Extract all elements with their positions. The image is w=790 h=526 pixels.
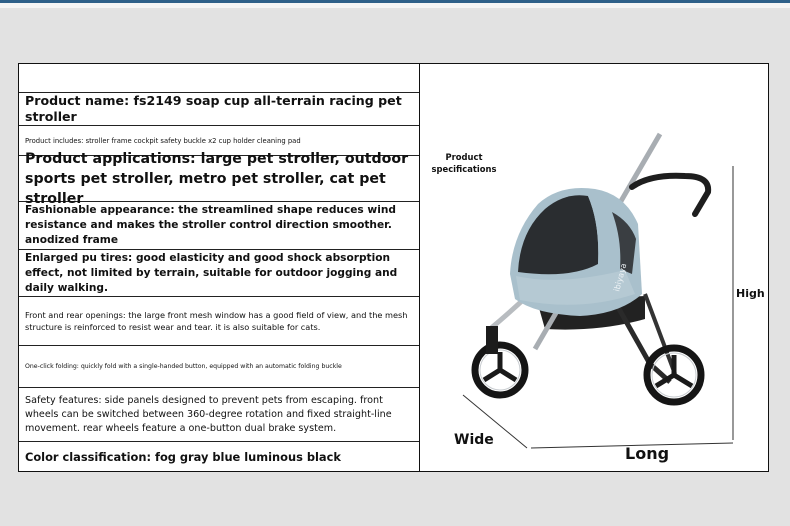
includes-text: Product includes: stroller frame cockpit safety buckle x2 cup holder cleaning pad [25,136,301,145]
folding-text: One-click folding: quickly fold with a single-handed button, equipped with an automatic folding buckle [25,362,342,370]
dimension-label-wide: Wide [454,432,494,448]
rear-wheel-spokes [656,355,692,386]
product-specifications-title: Product specifications [431,152,497,174]
openings-text: Front and rear openings: the large front mesh window has a good field of view, and the mesh structure is reinforced to resist wear and tear. it is also suitable for cats. [25,310,408,332]
spec-row-tires [19,250,419,297]
spec-row-folding [19,346,419,388]
appearance-text: Fashionable appearance: the streamlined shape reduces wind resistance and makes the stroller control direction smoother. anodized frame [25,204,396,246]
spec-row-appearance [19,202,419,250]
color-text: Color classification: fog gray blue luminous black [25,450,341,464]
front-wheel-spokes [484,352,516,380]
spec-row-color [19,442,419,472]
spec-row-blank [19,64,419,93]
top-strip [0,3,790,8]
stroller-illustration [420,64,768,472]
product-name-text: Product name: fs2149 soap cup all-terrain racing pet stroller [25,93,402,124]
applications-text: Product applications: large pet stroller, outdoor sports pet stroller, metro pet stroller, cat pet stroller [25,150,409,207]
handlebar [632,176,708,214]
brand-mark: ibiyaya [612,262,629,293]
safety-text: Safety features: side panels designed to prevent pets from escaping. front wheels can be switched between 360-degree rotation and fixed straight-line movement. rear wheels feature a one-button dual brake system. [25,394,392,434]
spec-row-product-name [19,93,419,126]
dimension-label-high: High [736,287,765,300]
dimension-label-long: Long [625,444,670,463]
spec-row-applications [19,150,419,207]
front-fork [486,326,498,354]
spec-row-openings [19,297,419,346]
spec-list [19,64,420,471]
spec-row-safety [19,388,419,442]
product-image-panel [420,64,768,471]
mesh-canopy [518,195,598,274]
tires-text: Enlarged pu tires: good elasticity and good shock absorption effect, not limited by terrain, suitable for outdoor jogging and daily walking. [25,251,398,294]
spec-table [18,63,769,472]
